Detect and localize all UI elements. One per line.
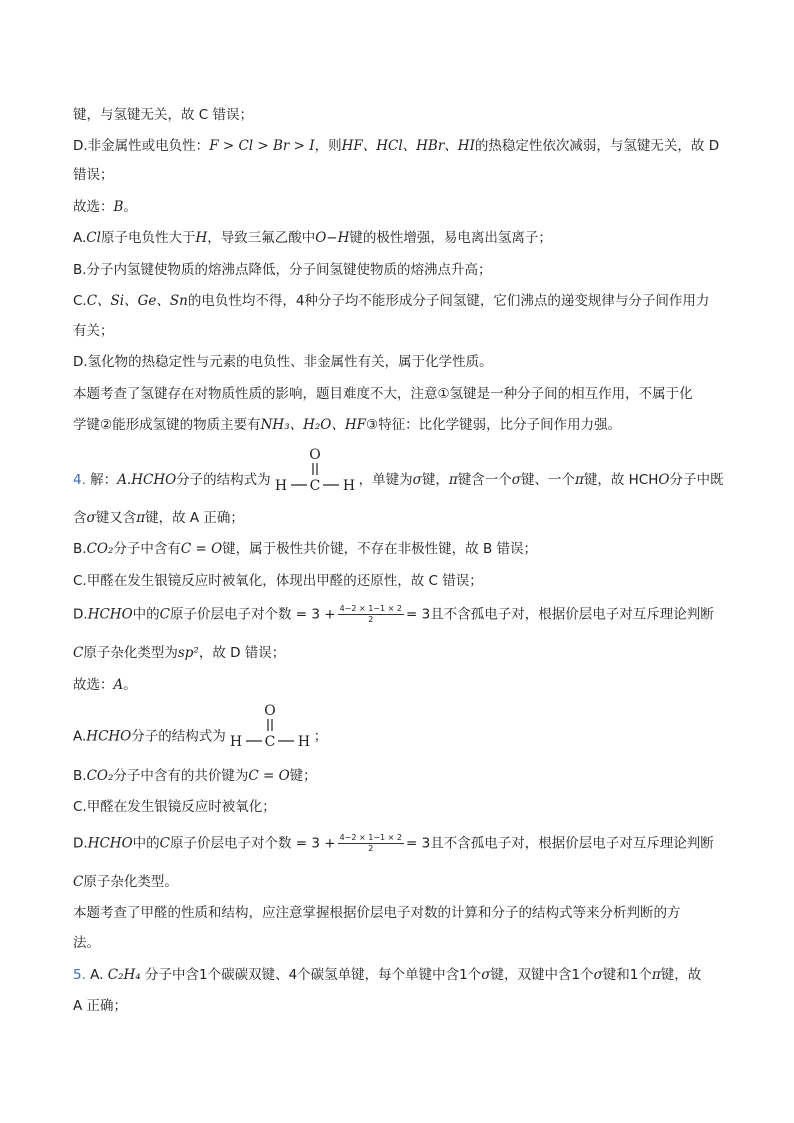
hcho-structural-formula bbox=[230, 702, 310, 771]
text: 键，故 A 正确； bbox=[145, 510, 244, 526]
text: ，则 bbox=[314, 138, 342, 154]
item-number: 4. bbox=[73, 472, 86, 488]
text-line bbox=[73, 322, 114, 340]
atom-h: H bbox=[342, 478, 355, 494]
math: C bbox=[159, 835, 170, 852]
text-line bbox=[73, 798, 276, 816]
atom-c: C bbox=[309, 478, 321, 494]
text: 。 bbox=[123, 199, 137, 215]
math: C = O bbox=[248, 768, 290, 784]
text: 原子价层电子对个数 = 3 + bbox=[169, 606, 336, 623]
atom-o: O bbox=[308, 447, 321, 463]
text-line bbox=[73, 416, 621, 434]
atom-c: C bbox=[264, 734, 276, 750]
text-line bbox=[73, 261, 492, 279]
text: ，导致三氟乙酸中 bbox=[207, 230, 316, 246]
text: B.分子内氢键使物质的熔沸点降低，分子间氢键使物质的熔沸点升高； bbox=[73, 262, 492, 278]
text: C.甲醛在发生银镜反应时被氧化； bbox=[73, 799, 276, 815]
text: C.甲醛在发生银镜反应时被氧化，体现出甲醛的还原性，故 C 错误； bbox=[73, 573, 483, 589]
math: NH₃、H₂O、HF bbox=[260, 417, 366, 433]
math: Cl bbox=[86, 230, 101, 246]
math: CO₂ bbox=[86, 541, 114, 557]
text: ，单键为 bbox=[358, 472, 413, 488]
math: HCHO bbox=[86, 728, 132, 745]
text-line bbox=[73, 292, 709, 310]
text: D. bbox=[73, 606, 88, 623]
math: σ bbox=[86, 510, 96, 526]
text: 键； bbox=[289, 768, 317, 784]
text: ； bbox=[313, 728, 328, 745]
text: 学键②能形成氢键的物质主要有 bbox=[73, 417, 261, 433]
text: 分子的结构式为 bbox=[131, 728, 226, 745]
math: C = O bbox=[180, 541, 223, 557]
math: HF、HCl、HBr、HI bbox=[341, 138, 475, 154]
text-line bbox=[73, 385, 693, 403]
text: 中的 bbox=[132, 835, 160, 852]
text: ，故 D 错误； bbox=[198, 645, 286, 661]
text-line bbox=[73, 229, 552, 247]
math: C bbox=[159, 606, 170, 623]
text-line bbox=[73, 353, 493, 371]
math: π bbox=[574, 472, 584, 488]
text: 键，故 bbox=[660, 967, 702, 983]
text: 键，故 HCH bbox=[583, 472, 659, 488]
atom-h: H bbox=[297, 734, 310, 750]
math: σ bbox=[481, 967, 491, 983]
text-line bbox=[73, 644, 285, 662]
text-line bbox=[73, 833, 714, 854]
math: π bbox=[136, 510, 146, 526]
math: C bbox=[73, 645, 84, 661]
text: D.氢化物的热稳定性与元素的电负性、非金属性有关，属于化学性质。 bbox=[73, 354, 493, 370]
math: A bbox=[113, 677, 124, 693]
text: 键，与氢键无关，故 C 错误； bbox=[73, 107, 254, 123]
math: C₂H₄ bbox=[107, 967, 141, 983]
text: 有关； bbox=[73, 323, 114, 339]
text: 原子电负性大于 bbox=[100, 230, 196, 246]
text: A 正确； bbox=[73, 998, 128, 1014]
text: 键，双键中含1个 bbox=[490, 967, 594, 983]
text: 原子价层电子对个数 = 3 + bbox=[169, 835, 336, 852]
text: 原子杂化类型为 bbox=[83, 645, 178, 661]
text: 键和1个 bbox=[602, 967, 652, 983]
text: 。 bbox=[123, 677, 137, 693]
text-line bbox=[73, 106, 253, 124]
fraction bbox=[338, 833, 404, 854]
math: π bbox=[448, 472, 458, 488]
text: ③特征：比化学键弱，比分子间作用力强。 bbox=[366, 417, 622, 433]
math: sp² bbox=[177, 645, 199, 661]
text-line bbox=[73, 904, 681, 922]
text: B. bbox=[73, 768, 87, 784]
text: A. bbox=[73, 230, 87, 246]
atom-h: H bbox=[229, 734, 242, 750]
text: 含 bbox=[73, 510, 87, 526]
text: 故选： bbox=[73, 199, 114, 215]
text: 键含一个 bbox=[457, 472, 512, 488]
text-line bbox=[73, 873, 178, 891]
math: O bbox=[658, 472, 670, 488]
math: O−H bbox=[315, 230, 350, 246]
math: σ bbox=[593, 967, 603, 983]
math: CO₂ bbox=[86, 768, 114, 784]
text-line bbox=[73, 509, 244, 527]
text: 故选： bbox=[73, 677, 114, 693]
text: D. bbox=[73, 835, 88, 852]
atom-h: H bbox=[274, 478, 287, 494]
text: A. bbox=[73, 728, 87, 745]
text-line bbox=[73, 676, 137, 694]
text: 的电负性均不得，4种分子均不能形成分子间氢键，它们沸点的递变规律与分子间作用力 bbox=[187, 293, 710, 309]
text: 分子中含1个碳碳双键、4个碳氢单键，每个单键中含1个 bbox=[140, 967, 482, 983]
text: 分子中既 bbox=[669, 472, 724, 488]
text-line bbox=[73, 572, 483, 590]
math: F > Cl > Br > I bbox=[209, 138, 315, 154]
text: 解： bbox=[85, 472, 118, 488]
text-line bbox=[73, 166, 114, 184]
text-line bbox=[73, 604, 714, 625]
text: 原子杂化类型。 bbox=[83, 874, 178, 890]
text-line bbox=[73, 997, 127, 1015]
text-line bbox=[73, 137, 719, 155]
math: HCHO bbox=[87, 606, 133, 623]
hcho-structure-svg bbox=[275, 446, 355, 494]
math: C、Si、Ge、Sn bbox=[86, 293, 188, 309]
text-line bbox=[73, 446, 723, 494]
text: 分子的结构式为 bbox=[176, 472, 271, 488]
text-line bbox=[73, 198, 137, 216]
math: σ bbox=[412, 472, 422, 488]
text: 键的极性增强，易电离出氢离子； bbox=[349, 230, 552, 246]
text-line bbox=[73, 540, 537, 558]
atom-o: O bbox=[264, 703, 276, 719]
math: σ bbox=[511, 472, 521, 488]
fraction-numerator: 4−2 × 1−1 × 2 bbox=[339, 833, 403, 842]
text-line bbox=[73, 934, 100, 952]
hcho-structural-formula bbox=[275, 446, 355, 514]
text: 键，属于极性共价键，不存在非极性键，故 B 错误； bbox=[222, 541, 538, 557]
fraction bbox=[338, 604, 404, 625]
text: A. bbox=[85, 967, 108, 983]
text: 键又含 bbox=[95, 510, 137, 526]
hcho-structure-svg bbox=[230, 702, 310, 750]
text-line bbox=[73, 767, 317, 785]
item-number: 5. bbox=[73, 967, 86, 983]
fraction-numerator: 4−2 × 1−1 × 2 bbox=[339, 604, 403, 613]
text: = 3且不含孤电子对，根据价层电子对互斥理论判断 bbox=[406, 835, 714, 852]
math: H bbox=[195, 230, 208, 246]
text: D.非金属性或电负性： bbox=[73, 138, 210, 154]
math: HCHO bbox=[87, 835, 133, 852]
text-line bbox=[73, 702, 327, 752]
math: B bbox=[113, 199, 124, 215]
text: = 3且不含孤电子对，根据价层电子对互斥理论判断 bbox=[406, 606, 714, 623]
text: 的热稳定性依次减弱，与氢键无关，故 D bbox=[474, 138, 720, 154]
fraction-denominator: 2 bbox=[368, 615, 374, 624]
text: 键， bbox=[421, 472, 449, 488]
text: 分子中含有的共价键为 bbox=[113, 768, 249, 784]
text: 错误； bbox=[73, 167, 114, 183]
text: 法。 bbox=[73, 935, 100, 951]
text: 键、一个 bbox=[520, 472, 575, 488]
text: 本题考查了氢键存在对物质性质的影响，题目难度不大，注意①氢键是一种分子间的相互作用，不属于化 bbox=[73, 386, 693, 402]
text: B. bbox=[73, 541, 87, 557]
math: A.HCHO bbox=[117, 472, 177, 488]
text-line bbox=[73, 966, 701, 984]
text: C. bbox=[73, 293, 87, 309]
text: 分子中含有 bbox=[113, 541, 181, 557]
text: 中的 bbox=[132, 606, 160, 623]
fraction-denominator: 2 bbox=[368, 844, 374, 853]
math: π bbox=[651, 967, 661, 983]
text: 本题考查了甲醛的性质和结构，应注意掌握根据价层电子对数的计算和分子的结构式等来分析判断的方 bbox=[73, 905, 681, 921]
math: C bbox=[73, 874, 84, 890]
